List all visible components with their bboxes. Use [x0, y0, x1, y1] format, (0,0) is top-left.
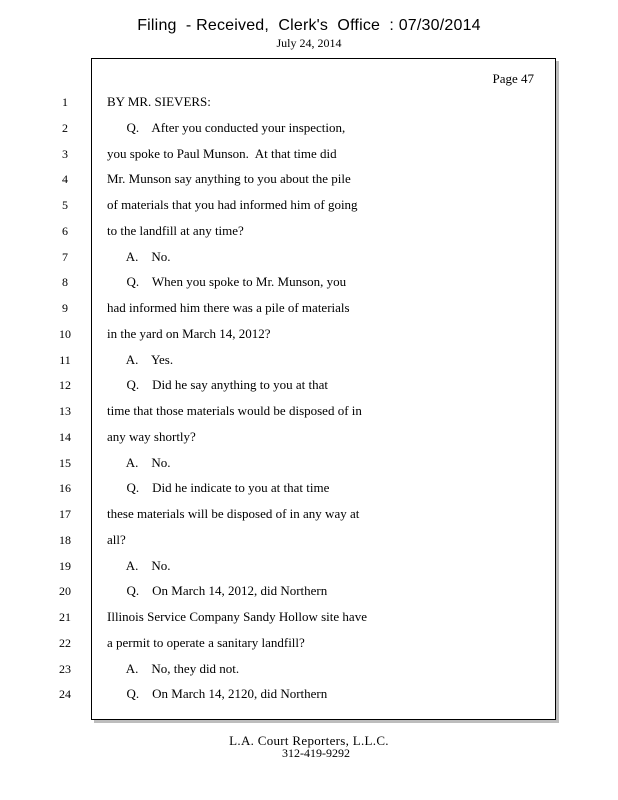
filing-stamp: Filing - Received, Clerk's Office : 07/30/2014 [137, 17, 481, 34]
transcript-line-text: BY MR. SIEVERS: [107, 94, 211, 109]
line-number: 14 [59, 430, 71, 444]
transcript-line-text: you spoke to Paul Munson. At that time did [107, 146, 337, 161]
line-number: 8 [62, 275, 68, 289]
page-number: Page 47 [492, 71, 534, 86]
transcript-line-text: A. No, they did not. [107, 661, 240, 676]
court-reporter-phone: 312-419-9292 [282, 746, 350, 760]
line-number: 11 [59, 353, 71, 367]
transcript-line-text: all? [107, 532, 126, 547]
line-number: 18 [59, 533, 71, 547]
line-number: 23 [59, 662, 71, 676]
line-number: 9 [62, 301, 68, 315]
transcript-line-text: Q. Did he say anything to you at that [107, 377, 328, 392]
line-number: 7 [62, 250, 68, 264]
transcript-line-text: a permit to operate a sanitary landfill? [107, 635, 305, 650]
line-number: 4 [62, 172, 68, 186]
line-number: 21 [59, 610, 71, 624]
line-number: 16 [59, 481, 71, 495]
line-number: 3 [62, 147, 68, 161]
transcript-line-text: had informed him there was a pile of materials [107, 300, 350, 315]
transcript-line-text: time that those materials would be disposed of in [107, 403, 362, 418]
line-number: 5 [62, 198, 68, 212]
line-number: 12 [59, 378, 71, 392]
transcript-line-text: of materials that you had informed him of going [107, 197, 358, 212]
transcript-line-text: to the landfill at any time? [107, 223, 244, 238]
court-reporter-name: L.A. Court Reporters, L.L.C. [229, 733, 389, 748]
transcript-line-text: Illinois Service Company Sandy Hollow site have [107, 609, 367, 624]
transcript-line-text: Q. On March 14, 2012, did Northern [107, 583, 328, 598]
transcript-line-text: A. No. [107, 558, 171, 573]
transcript-line-text: Q. Did he indicate to you at that time [107, 480, 330, 495]
line-number: 2 [62, 121, 68, 135]
transcript-line-text: in the yard on March 14, 2012? [107, 326, 271, 341]
transcript-line-text: any way shortly? [107, 429, 196, 444]
line-number: 6 [62, 224, 68, 238]
line-number: 1 [62, 95, 68, 109]
line-number: 24 [59, 687, 71, 701]
deposition-date: July 24, 2014 [276, 36, 342, 50]
transcript-line-text: these materials will be disposed of in any way at [107, 506, 360, 521]
transcript-line-text: Q. After you conducted your inspection, [107, 120, 346, 135]
line-number: 10 [59, 327, 71, 341]
line-number: 19 [59, 559, 71, 573]
transcript-line-text: A. No. [107, 249, 171, 264]
transcript-line-text: Q. When you spoke to Mr. Munson, you [107, 274, 347, 289]
line-number: 13 [59, 404, 71, 418]
line-number: 15 [59, 456, 71, 470]
line-number: 20 [59, 584, 71, 598]
transcript-line-text: Q. On March 14, 2120, did Northern [107, 686, 328, 701]
line-number: 17 [59, 507, 71, 521]
line-number: 22 [59, 636, 71, 650]
transcript-line-text: A. Yes. [107, 352, 174, 367]
transcript-line-text: A. No. [107, 455, 171, 470]
transcript-line-text: Mr. Munson say anything to you about the pile [107, 171, 351, 186]
